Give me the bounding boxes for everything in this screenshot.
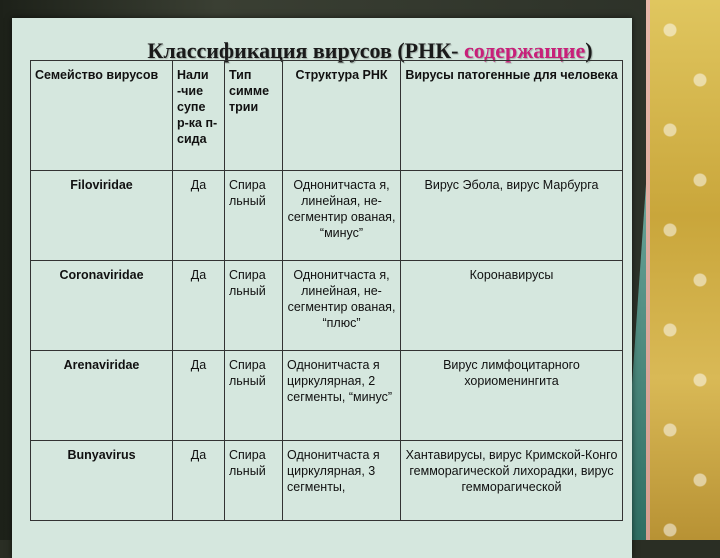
cell-supercapsid: Да bbox=[173, 171, 225, 261]
header-symmetry: Тип симме трии bbox=[225, 61, 283, 171]
header-family: Семейство вирусов bbox=[31, 61, 173, 171]
title-accent: содержащие bbox=[464, 38, 586, 63]
decorative-ribbon-gold bbox=[650, 0, 720, 540]
table-row bbox=[31, 351, 623, 441]
table-row bbox=[31, 441, 623, 521]
virus-classification-table bbox=[30, 60, 623, 521]
cell-symmetry: Спира льный bbox=[225, 171, 283, 261]
cell-supercapsid: Да bbox=[173, 441, 225, 521]
cell-family: Bunyavirus bbox=[31, 441, 173, 521]
cell-structure: Однонитчаста я, линейная, не-сегментир ованая, “плюс” bbox=[283, 261, 401, 351]
cell-family: Coronaviridae bbox=[31, 261, 173, 351]
header-supercapsid: Нали -чие супе р-ка п-сида bbox=[173, 61, 225, 171]
header-pathogens: Вирусы патогенные для человека bbox=[401, 61, 623, 171]
table-row bbox=[31, 171, 623, 261]
cell-pathogens: Вирус лимфоцитарного хориоменингита bbox=[401, 351, 623, 441]
table-row bbox=[31, 261, 623, 351]
header-structure: Структура РНК bbox=[283, 61, 401, 171]
cell-structure: Однонитчаста я, линейная, не-сегментир ованая, “минус” bbox=[283, 171, 401, 261]
cell-family: Arenaviridae bbox=[31, 351, 173, 441]
title-close: ) bbox=[585, 38, 593, 63]
cell-pathogens: Хантавирусы, вирус Кримской-Конго гемморагической лихорадки, вирус гемморагической bbox=[401, 441, 623, 521]
cell-symmetry: Спира льный bbox=[225, 441, 283, 521]
cell-supercapsid: Да bbox=[173, 261, 225, 351]
cell-symmetry: Спира льный bbox=[225, 261, 283, 351]
cell-structure: Однонитчаста я циркулярная, 2 сегменты, “минус” bbox=[283, 351, 401, 441]
cell-structure: Однонитчаста я циркулярная, 3 сегменты, bbox=[283, 441, 401, 521]
cell-family: Filoviridae bbox=[31, 171, 173, 261]
cell-symmetry: Спира льный bbox=[225, 351, 283, 441]
table-header-row bbox=[31, 61, 623, 171]
cell-pathogens: Вирус Эбола, вирус Марбурга bbox=[401, 171, 623, 261]
cell-supercapsid: Да bbox=[173, 351, 225, 441]
title-main: Классификация вирусов (РНК- bbox=[147, 38, 464, 63]
cell-pathogens: Коронавирусы bbox=[401, 261, 623, 351]
